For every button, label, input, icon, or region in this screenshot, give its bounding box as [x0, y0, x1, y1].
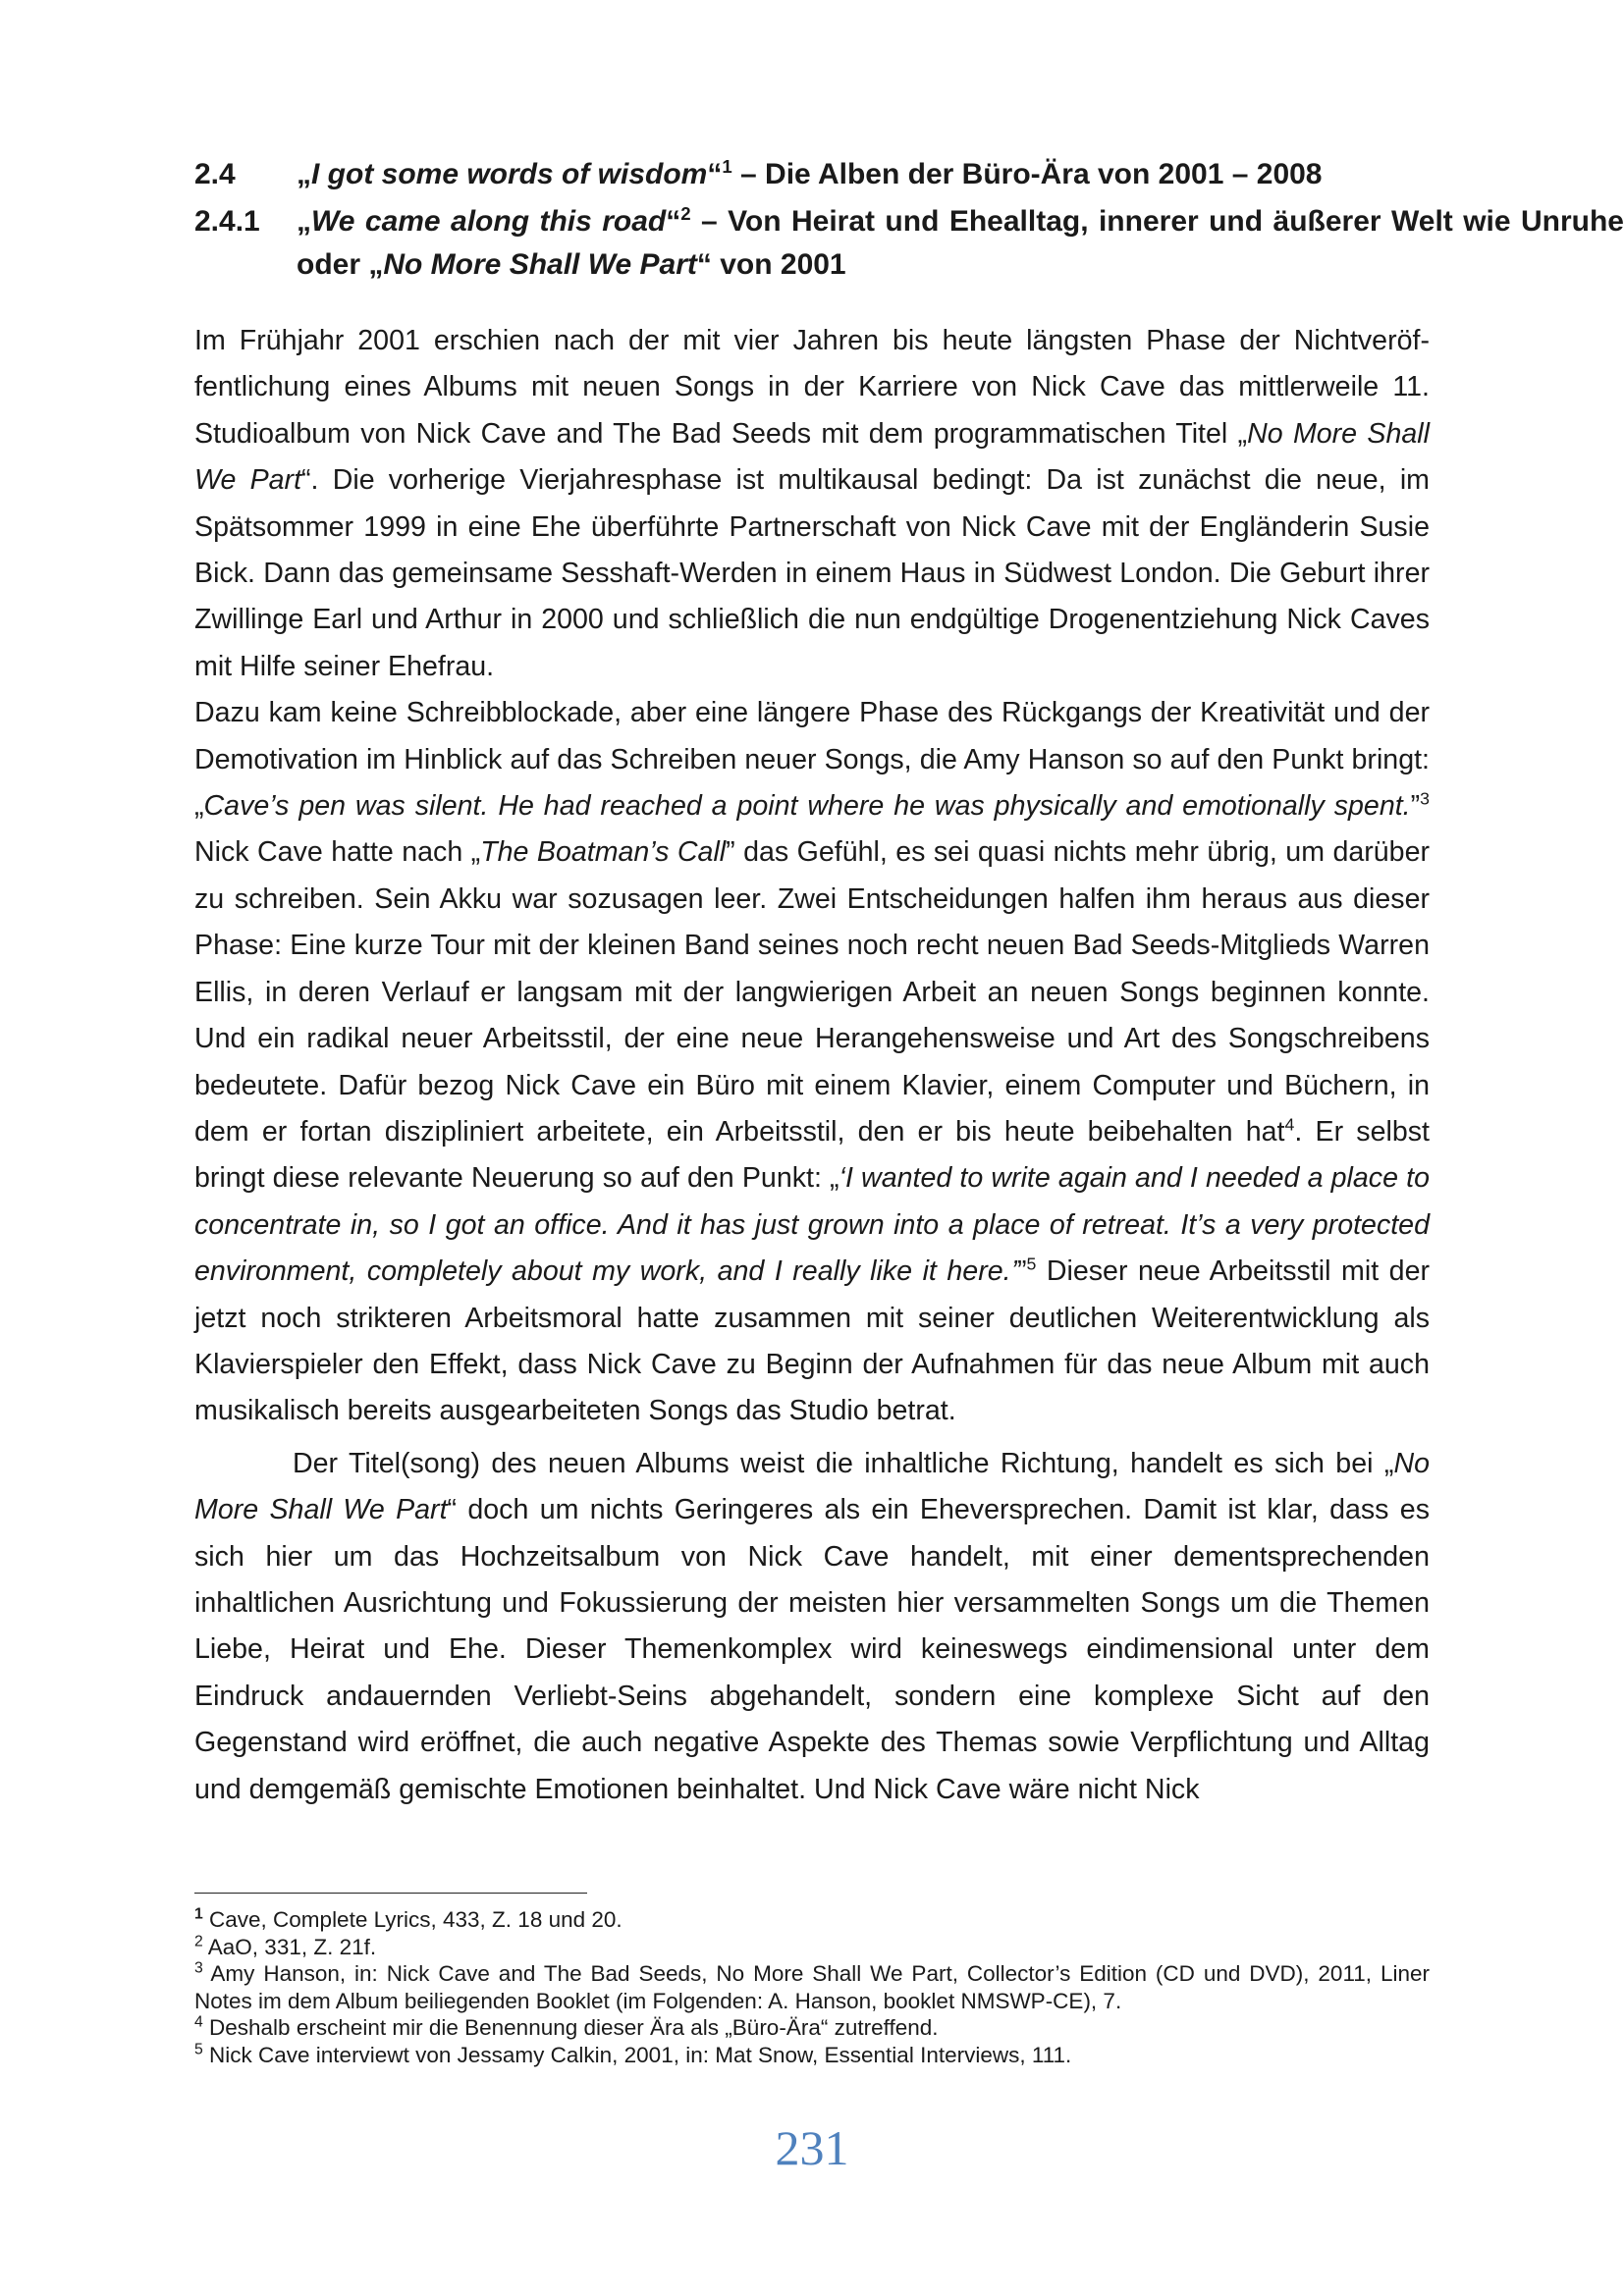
paragraph-3: Der Titel(song) des neuen Albums weist die inhaltliche Richtung, handelt es sich bei „No More Shall We Part“ doch um nichts Geringeres als ein Eheversprechen. Damit ist klar, dass es sich hier um das Hochzeitsalbum von Nick Cave handelt, mit einer dementsprechenden inhaltlichen Ausrichtung und Fokussierung der meisten hier versammelten Songs um die Themen Liebe, Heirat und Ehe. Dieser Themenkomplex wird keineswegs eindimensional unter dem Eindruck andauernden Verliebt-Seins abgehandelt, sondern eine komplexe Sicht auf den Gegenstand wird eröffnet, die auch negative Aspekte des Themas sowie Verpflichtung und Alltag und demgemäß gemischte Emotionen beinhaltet. Und Nick Cave wäre nicht Nick [194, 1447, 1431, 1805]
footnotes [194, 1906, 1430, 2068]
footnote-ref-5[interactable]: 5 [1026, 1254, 1037, 1274]
footnote-ref-2[interactable]: 2 [680, 203, 691, 224]
subsection-title: „We came along this road“$^2$ – Von Heirat und Ehealltag, innerer und äußerer Welt wie Unruhe oder „No More Shall We Part“ von 2001 [297, 203, 1624, 281]
footnote-4: $^4$ Deshalb erscheint mir die Benennung dieser Ära als „Büro-Ära“ zutreffend. [194, 2013, 939, 2040]
footnote-2: $^2$ AaO, 331, Z. 21f. [194, 1933, 377, 1959]
footnote-ref-4[interactable]: 4 [1284, 1114, 1295, 1135]
section-number: 2.4 [194, 158, 236, 190]
footnote-5: $^5$ Nick Cave interviewt von Jessamy Calkin, 2001, in: Mat Snow, Essential Interviews, 111. [194, 2041, 1072, 2067]
paragraph-1: Im Frühjahr 2001 erschien nach der mit vier Jahren bis heute längsten Phase der Nichtveröffentlichung eines Albums mit neuen Songs in der Karriere von Nick Cave das mittlerweile 11. Studioalbum von Nick Cave and The Bad Seeds mit dem programmatischen Titel „No More Shall We Part“. Die vorherige Vierjahresphase ist multikausal bedingt: Da ist zunächst die neue, im Spätsommer 1999 in eine Ehe überführte Partnerschaft von Nick Cave mit der Engländerin Susie Bick. Dann das gemeinsame Sesshaft-Werden in einem Haus in Südwest London. Die Geburt ihrer Zwillinge Earl und Arthur in 2000 und schließlich die nun endgültige Drogenentziehung Nick Caves mit Hilfe seiner Ehefrau. [194, 325, 1431, 682]
album-title: No More Shall We Part [383, 248, 697, 281]
section-heading-2-4-1 [194, 200, 1624, 287]
footnote-separator [194, 1893, 587, 1894]
subsection-title-quote: We came along this road [311, 205, 667, 238]
footnote-3: $^3$ Amy Hanson, in: Nick Cave and The Bad Seeds, No More Shall We Part, Collector’s Edition (CD und DVD), 2011, Liner Notes im dem Album beiliegenden Booklet (im Folgenden: A. Hanson, booklet NMSWP-CE), 7. [194, 1959, 1430, 2013]
footnote-1: $^1$ Cave, Complete Lyrics, 433, Z. 18 und 20. [194, 1905, 623, 1932]
paragraph-2: Dazu kam keine Schreibblockade, aber eine längere Phase des Rückgangs der Kreativität und der Demotivation im Hinblick auf das Schreiben neuer Songs, die Amy Hanson so auf den Punkt bringt: „Cave’s pen was silent. He had reached a point where he was physically and emotionally spent.”$^3$ Nick Cave hatte nach „The Boatman’s Call” das Gefühl, es sei quasi nichts mehr übrig, um darüber zu schreiben. Sein Akku war sozusagen leer. Zwei Entscheidungen halfen ihm heraus aus dieser Phase: Eine kurze Tour mit der kleinen Band seines noch recht neuen Bad Seeds-Mitglieds Warren Ellis, in deren Verlauf er langsam mit der langwierigen Arbeit an neuen Songs beginnen konnte. Und ein radikal neuer Arbeitsstil, der eine neue Herangehensweise und Art des Songschreibens bedeutete. Dafür bezog Nick Cave ein Büro mit einem Klavier, einem Computer und Büchern, in dem er fortan diszipliniert arbeitete, ein Arbeitsstil, den er bis heute beibehalten hat$^4$. Er selbst bringt diese relevante Neuerung so auf den Punkt: „‘I wanted to write again and I needed a place to concentrate in, so I got an office. And it has just grown into a place of retreat. It’s a very protected environment, completely about my work, and I really like it here.’”$^5$ Dieser neue Arbeitsstil mit der jetzt noch strikteren Arbeitsmoral hatte zusammen mit seiner deutlichen Weiterentwicklung als Klavierspieler den Effekt, dass Nick Cave zu Beginn der Aufnahmen für das neue Album mit auch musikalisch bereits ausgearbeiteten Songs das Studio betrat. [194, 697, 1431, 1427]
body-text [194, 318, 1430, 1813]
section-title: „I got some words of wisdom“$^1$ – Die Alben der Büro-Ära von 2001 – 2008 [297, 156, 1323, 190]
footnote-ref-1[interactable]: 1 [722, 156, 732, 177]
section-title-quote: I got some words of wisdom [311, 158, 708, 190]
subsection-number: 2.4.1 [194, 205, 260, 238]
footnote-ref-3[interactable]: 3 [1420, 788, 1430, 809]
page-number: 231 [775, 2120, 849, 2175]
section-heading-2-4 [194, 153, 1624, 196]
